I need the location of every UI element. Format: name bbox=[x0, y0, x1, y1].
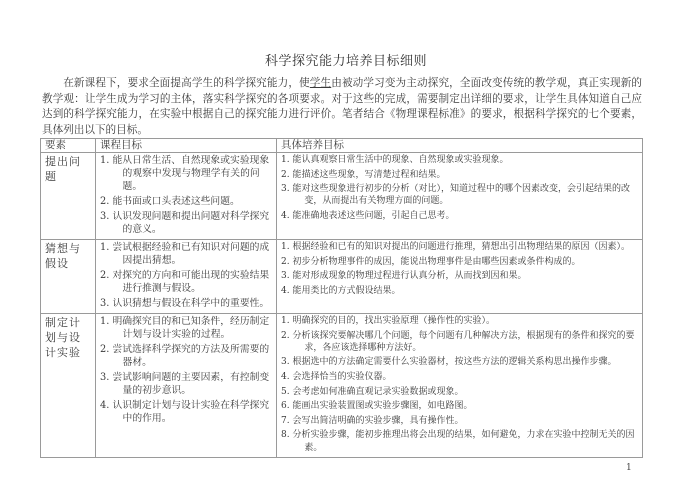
specific-goal-item: 1. 根据经验和已有的知识对提出的问题进行推理，猜想出引出物理结果的原因（因素）。 bbox=[281, 242, 630, 252]
header-element: 要素 bbox=[41, 139, 96, 153]
page-number: 1 bbox=[626, 463, 632, 473]
intro-underlined-term: 学生 bbox=[309, 77, 332, 89]
specific-goal-item: 1. 明确探究的目的，找出实验原理（操作性的实验）。 bbox=[281, 316, 495, 326]
table-header-row bbox=[41, 139, 643, 153]
specific-goal-item: 3. 能对这些现象进行初步的分析（对比），知道过程中的哪个因素改变，会引起结果的改变，从而提出有关物理方面的问题。 bbox=[281, 184, 630, 207]
specific-goal-item: 8. 分析实验步骤，能初步推理出将会出现的结果，如何避免，力求在实验中控制无关的因素。 bbox=[281, 430, 635, 453]
intro-paragraph bbox=[42, 76, 642, 138]
specific-goal-item: 2. 能描述这些现象，写清楚过程和结果。 bbox=[281, 169, 446, 180]
course-goals-cell bbox=[96, 153, 277, 240]
table-row bbox=[41, 153, 643, 240]
element-cell: 制定计划与设计实验 bbox=[41, 314, 96, 458]
specific-goal-item: 3. 根据选中的方法确定需要什么实验器材，按这些方法的逻辑关系构思出操作步骤。 bbox=[281, 357, 617, 368]
specific-goals-cell bbox=[277, 153, 643, 240]
course-goal-item: 3. 尝试影响问题的主要因素，有控制变量的初步意识。 bbox=[100, 372, 270, 396]
course-goal-item: 1. 明确探究目的和已知条件，经历制定计划与设计实验的过程。 bbox=[100, 316, 270, 340]
course-goal-item: 4. 认识制定计划与设计实验在科学探究中的作用。 bbox=[100, 400, 270, 424]
course-goal-item: 1. 尝试根据经验和已有知识对问题的成因提出猜想。 bbox=[100, 242, 270, 266]
intro-text-part2: 由被动学习变为主动探究，全面改变传统的教学观，真正实现新的教学观：让学生成为学习的主体，落实科学探究的各项要求。对于这些的完成，需要制定出详细的要求，让学生具体知道自己应达到的科学探究能力，在实验中根据自己的探究能力进行评价。笔者结合《物理课程标准》的要求，根据科学探究的七个要素，具体列出以下的目标。 bbox=[42, 77, 643, 136]
element-cell: 猜想与假设 bbox=[41, 240, 96, 314]
specific-goal-item: 5. 会考虑如何准确直观记录实验数据或现象。 bbox=[281, 386, 464, 397]
specific-goal-item: 4. 能准确地表述这些问题，引起自己思考。 bbox=[281, 210, 455, 221]
table-row bbox=[41, 314, 643, 458]
header-course-goals: 课程目标 bbox=[96, 139, 277, 153]
course-goal-item: 1. 能从日常生活、自然现象或实验现象的观察中发现与物理学有关的问题。 bbox=[100, 155, 270, 192]
course-goals-cell bbox=[96, 240, 277, 314]
course-goal-item: 3. 认识发现问题和提出问题对科学探究的意义。 bbox=[100, 211, 270, 235]
specific-goal-item: 2. 分析该探究要解决哪几个问题，每个问题有几种解决方法，根据现有的条件和探究的要求，各应该选择哪种方法好。 bbox=[281, 330, 635, 353]
specific-goal-item: 1. 能认真观察日常生活中的现象、自然现象或实验现象。 bbox=[281, 155, 509, 165]
header-specific-goals: 具体培养目标 bbox=[277, 139, 643, 153]
intro-text-part1: 在新课程下，要求全面提高学生的科学探究能力，使 bbox=[63, 77, 310, 89]
specific-goals-cell bbox=[277, 240, 643, 314]
specific-goal-item: 4. 能用类比的方式假设结果。 bbox=[281, 285, 401, 296]
table-row bbox=[41, 240, 643, 314]
course-goal-item: 2. 能书面或口头表述这些问题。 bbox=[100, 196, 240, 207]
specific-goal-item: 4. 会选择恰当的实验仪器。 bbox=[281, 371, 392, 382]
course-goal-item: 2. 对探究的方向和可能出现的实验结果进行推测与假设。 bbox=[100, 270, 270, 294]
course-goals-cell bbox=[96, 314, 277, 458]
element-cell: 提出问题 bbox=[41, 153, 96, 240]
specific-goal-item: 3. 能对形成现象的物理过程进行认真分析，从而找到因和果。 bbox=[281, 271, 527, 282]
course-goal-item: 2. 尝试选择科学探究的方法及所需要的器材。 bbox=[100, 344, 270, 368]
document-title: 科学探究能力培养目标细则 bbox=[264, 54, 427, 69]
specific-goal-item: 6. 能画出实验装置图或实验步骤图，如电路图。 bbox=[281, 401, 473, 412]
specific-goals-cell bbox=[277, 314, 643, 458]
course-goal-item: 3. 认识猜想与假设在科学中的重要性。 bbox=[100, 298, 270, 309]
specific-goal-item: 7. 会写出简洁明确的实验步骤，具有操作性。 bbox=[281, 415, 464, 426]
specific-goal-item: 2. 初步分析物理事件的成因，能说出物理事件是由哪些因素或条件构成的。 bbox=[281, 256, 581, 267]
goals-table bbox=[40, 138, 643, 458]
